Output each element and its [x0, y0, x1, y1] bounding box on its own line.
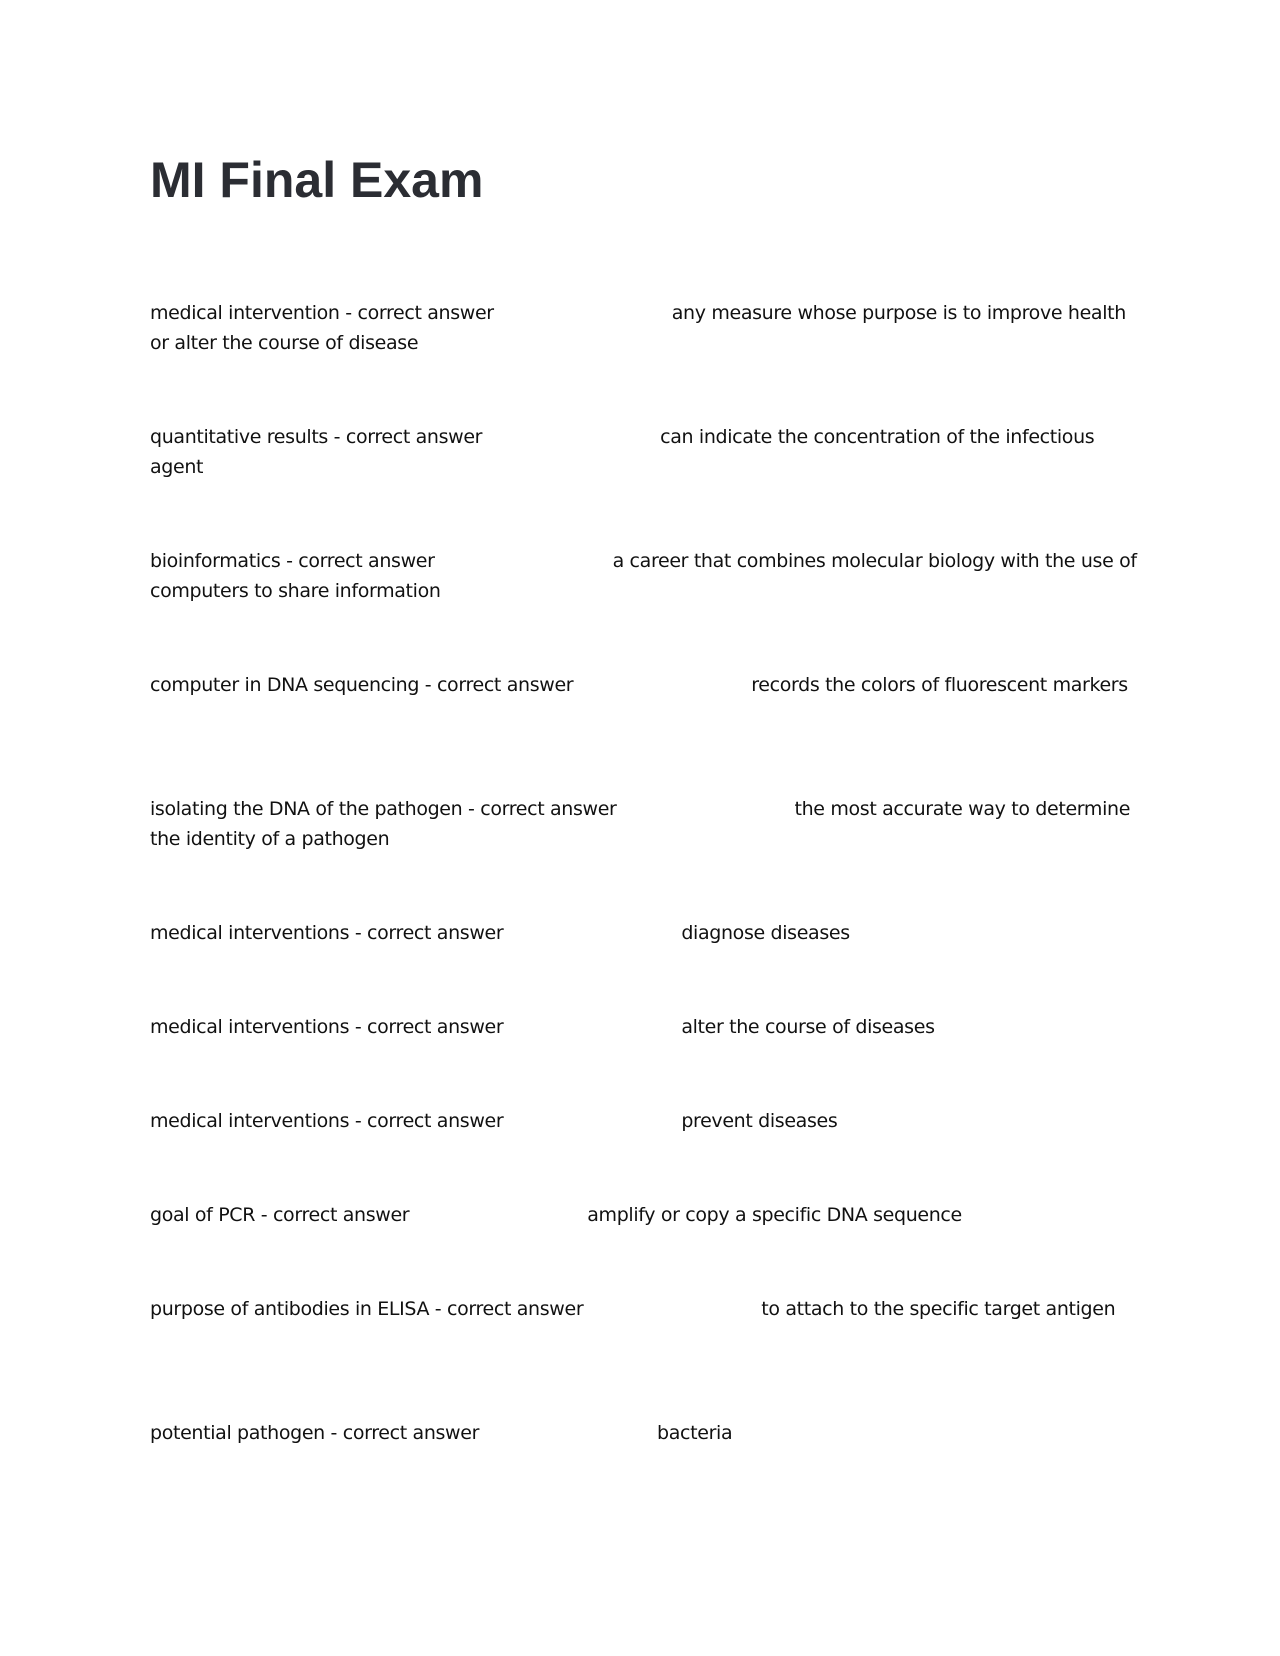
entry-term: purpose of antibodies in ELISA - correct answer — [150, 1298, 584, 1320]
entry-definition: to attach to the specific target antigen — [761, 1298, 1116, 1320]
flashcard-entry — [150, 1418, 1140, 1448]
flashcard-entry — [150, 546, 1140, 606]
entry-definition: a career that combines molecular biology with the use of computers to share information — [150, 550, 1137, 602]
flashcard-entry — [150, 1200, 1140, 1230]
entry-term: goal of PCR - correct answer — [150, 1204, 410, 1226]
entry-term: medical interventions - correct answer — [150, 922, 504, 944]
entry-term: computer in DNA sequencing - correct answer — [150, 674, 574, 696]
entry-definition: prevent diseases — [681, 1110, 838, 1132]
flashcard-entry — [150, 298, 1140, 358]
flashcard-entry — [150, 1106, 1140, 1136]
entry-definition: bacteria — [657, 1422, 733, 1444]
entry-term: medical intervention - correct answer — [150, 302, 494, 324]
entry-term: medical interventions - correct answer — [150, 1016, 504, 1038]
entry-definition: any measure whose purpose is to improve health or alter the course of disease — [150, 302, 1126, 354]
entry-term: bioinformatics - correct answer — [150, 550, 435, 572]
entry-definition: alter the course of diseases — [681, 1016, 935, 1038]
entry-term: medical interventions - correct answer — [150, 1110, 504, 1132]
entry-definition: the most accurate way to determine the identity of a pathogen — [150, 798, 1131, 850]
entry-term: potential pathogen - correct answer — [150, 1422, 480, 1444]
flashcard-entry — [150, 422, 1140, 482]
flashcard-entry — [150, 1294, 1140, 1324]
flashcard-entry — [150, 794, 1140, 854]
entry-term: quantitative results - correct answer — [150, 426, 483, 448]
flashcard-entry — [150, 670, 1140, 700]
entry-definition: amplify or copy a specific DNA sequence — [587, 1204, 962, 1226]
entry-definition: diagnose diseases — [681, 922, 850, 944]
entry-definition: can indicate the concentration of the infectious agent — [150, 426, 1095, 478]
entry-term: isolating the DNA of the pathogen - correct answer — [150, 798, 617, 820]
flashcard-entry — [150, 918, 1140, 948]
entry-definition: records the colors of fluorescent markers — [751, 674, 1128, 696]
document-title: MI Final Exam — [150, 152, 484, 208]
flashcard-entry — [150, 1012, 1140, 1042]
